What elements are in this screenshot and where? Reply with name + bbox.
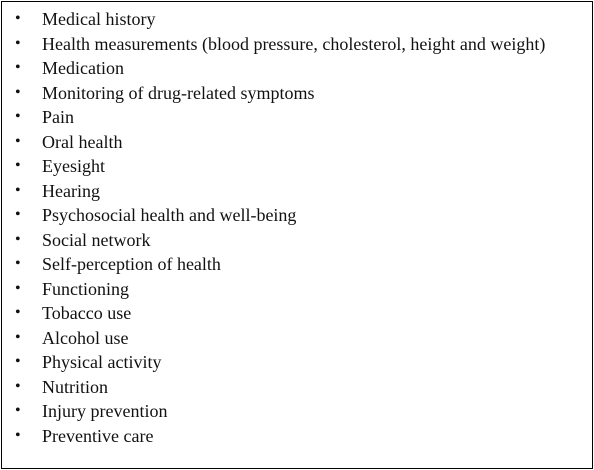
list-item [2,32,592,57]
bullet-icon: • [15,402,21,419]
bullet-icon: • [15,328,21,346]
list-item [2,301,592,326]
bullet-icon: • [15,426,21,444]
bullet-icon: • [15,10,21,27]
list-item-text: Injury prevention [42,401,168,421]
list-item-text: Pain [42,107,75,127]
list-item [2,252,592,277]
list-item [2,7,592,32]
list-item-text: Social network [42,229,151,250]
list-item [2,203,592,228]
list-item [2,81,592,106]
list-item-text: Medical history [42,9,156,29]
list-item-text: Preventive care [42,425,154,446]
list-item-text: Functioning [42,278,130,299]
bullet-icon: • [15,230,21,248]
list-item-text: Psychosocial health and well-being [42,205,297,225]
list-item-text: Alcohol use [42,327,129,348]
bullet-icon: • [15,181,21,199]
list-item-text: Oral health [42,131,123,152]
list-item [2,350,592,375]
list-item-text: Physical activity [42,352,162,372]
bordered-list-box [1,1,593,469]
list-item [2,228,592,253]
bullet-icon: • [15,206,21,223]
list-item-text: Self-perception of health [42,254,221,274]
list-item-text: Hearing [42,180,100,201]
list-item-text: Monitoring of drug-related symptoms [42,82,315,103]
list-item [2,424,592,449]
list-item-text: Nutrition [42,376,108,397]
list-item [2,105,592,130]
list-item [2,326,592,351]
bullet-list [2,2,592,448]
list-item-text: Tobacco use [42,303,132,323]
list-item [2,277,592,302]
list-item [2,56,592,81]
bullet-icon: • [15,255,21,272]
list-item-text: Medication [42,58,124,78]
bullet-icon: • [15,83,21,101]
bullet-icon: • [15,304,21,321]
list-item [2,154,592,179]
bullet-icon: • [15,353,21,370]
bullet-icon: • [15,108,21,125]
bullet-icon: • [15,279,21,297]
bullet-icon: • [15,59,21,76]
list-item [2,130,592,155]
list-item [2,179,592,204]
list-item-text: Eyesight [42,156,105,176]
bullet-icon: • [15,377,21,395]
list-item [2,399,592,424]
bullet-icon: • [15,157,21,174]
list-item-text: Health measurements (blood pressure, cholesterol, height and weight) [42,33,546,54]
bullet-icon: • [15,132,21,150]
bullet-icon: • [15,34,21,52]
list-item [2,375,592,400]
